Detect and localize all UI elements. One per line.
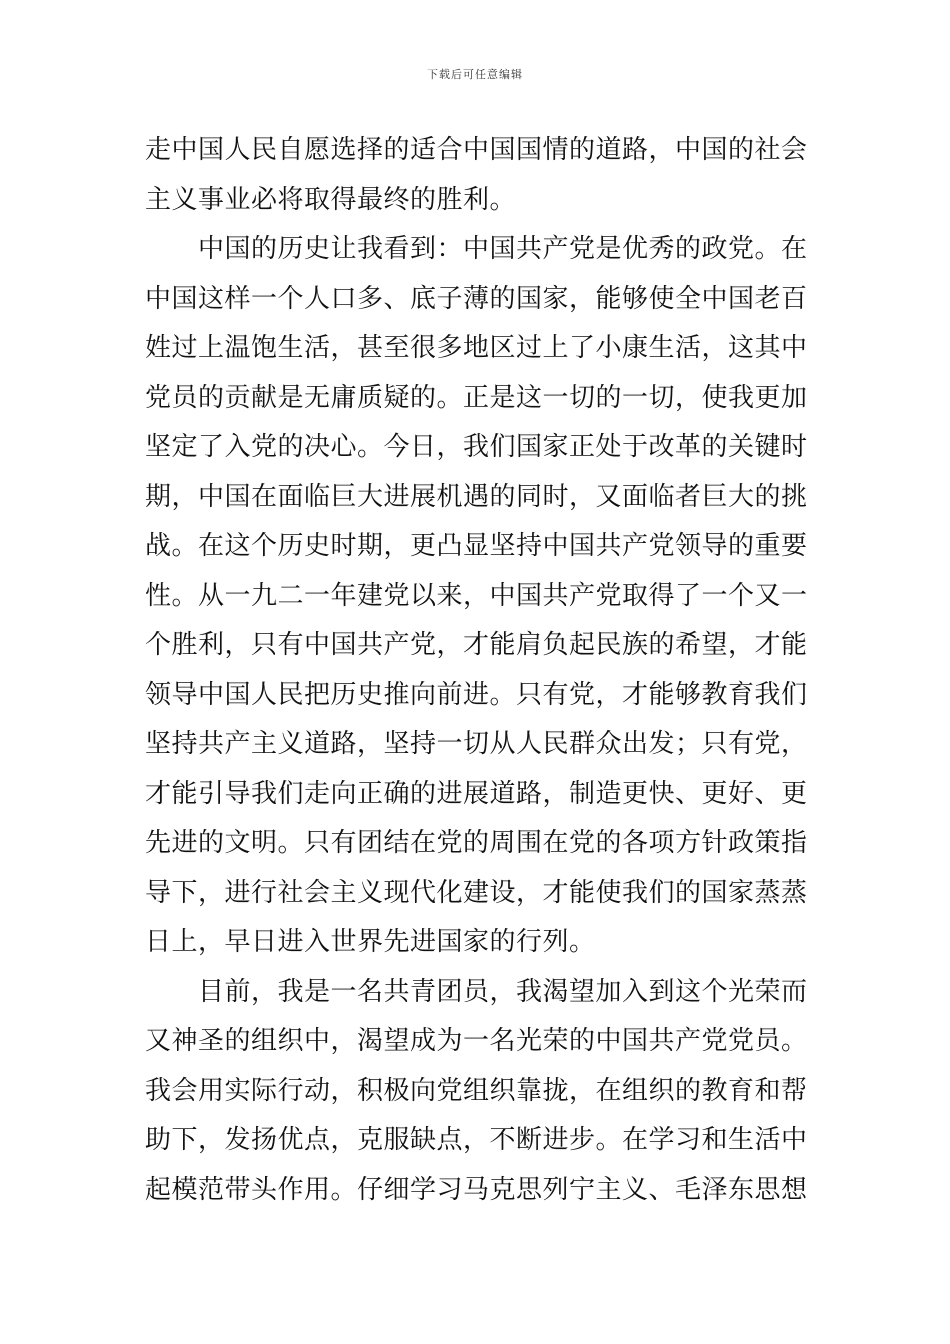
page-header: 下载后可任意编辑: [427, 68, 523, 81]
text-line: 起模范带头作用。仔细学习马克思列宁主义、毛泽东思想: [145, 1174, 808, 1205]
text-line: 期，中国在面临巨大进展机遇的同时，又面临者巨大的挑: [145, 481, 808, 512]
text-line: 日上，早日进入世界先进国家的行列。: [145, 927, 596, 957]
text-line: 个胜利，只有中国共产党，才能肩负起民族的希望，才能: [145, 630, 808, 660]
text-line: 我会用实际行动，积极向党组织靠拢，在组织的教育和帮: [145, 1075, 808, 1106]
text-line: 领导中国人民把历史推向前进。只有党，才能够教育我们: [145, 679, 808, 710]
text-line: 助下，发扬优点，克服缺点，不断进步。在学习和生活中: [145, 1125, 808, 1155]
text-line: 导下，进行社会主义现代化建设，才能使我们的国家蒸蒸: [145, 877, 808, 908]
document-body: [145, 126, 810, 1215]
text-line: 坚持共产主义道路，坚持一切从人民群众出发；只有党，: [145, 729, 808, 759]
text-line: 中国的历史让我看到：中国共产党是优秀的政党。在: [145, 234, 808, 264]
text-line: 党员的贡献是无庸质疑的。正是这一切的一切，使我更加: [145, 382, 808, 413]
text-line: 又神圣的组织中，渴望成为一名光荣的中国共产党党员。: [145, 1026, 808, 1056]
text-line: 性。从一九二一年建党以来，中国共产党取得了一个又一: [145, 580, 808, 611]
text-line: 目前，我是一名共青团员，我渴望加入到这个光荣而: [145, 976, 808, 1007]
text-line: 姓过上温饱生活，甚至很多地区过上了小康生活，这其中: [145, 333, 808, 363]
text-line: 先进的文明。只有团结在党的周围在党的各项方针政策指: [145, 828, 808, 858]
text-line: 主义事业必将取得最终的胜利。: [145, 184, 517, 215]
text-line: 战。在这个历史时期，更凸显坚持中国共产党领导的重要: [145, 531, 808, 561]
text-line: 坚定了入党的决心。今日，我们国家正处于改革的关键时: [145, 432, 808, 462]
text-line: 走中国人民自愿选择的适合中国国情的道路，中国的社会: [145, 135, 808, 165]
text-line: 才能引导我们走向正确的进展道路，制造更快、更好、更: [145, 778, 808, 809]
text-line: 中国这样一个人口多、底子薄的国家，能够使全中国老百: [145, 283, 808, 314]
